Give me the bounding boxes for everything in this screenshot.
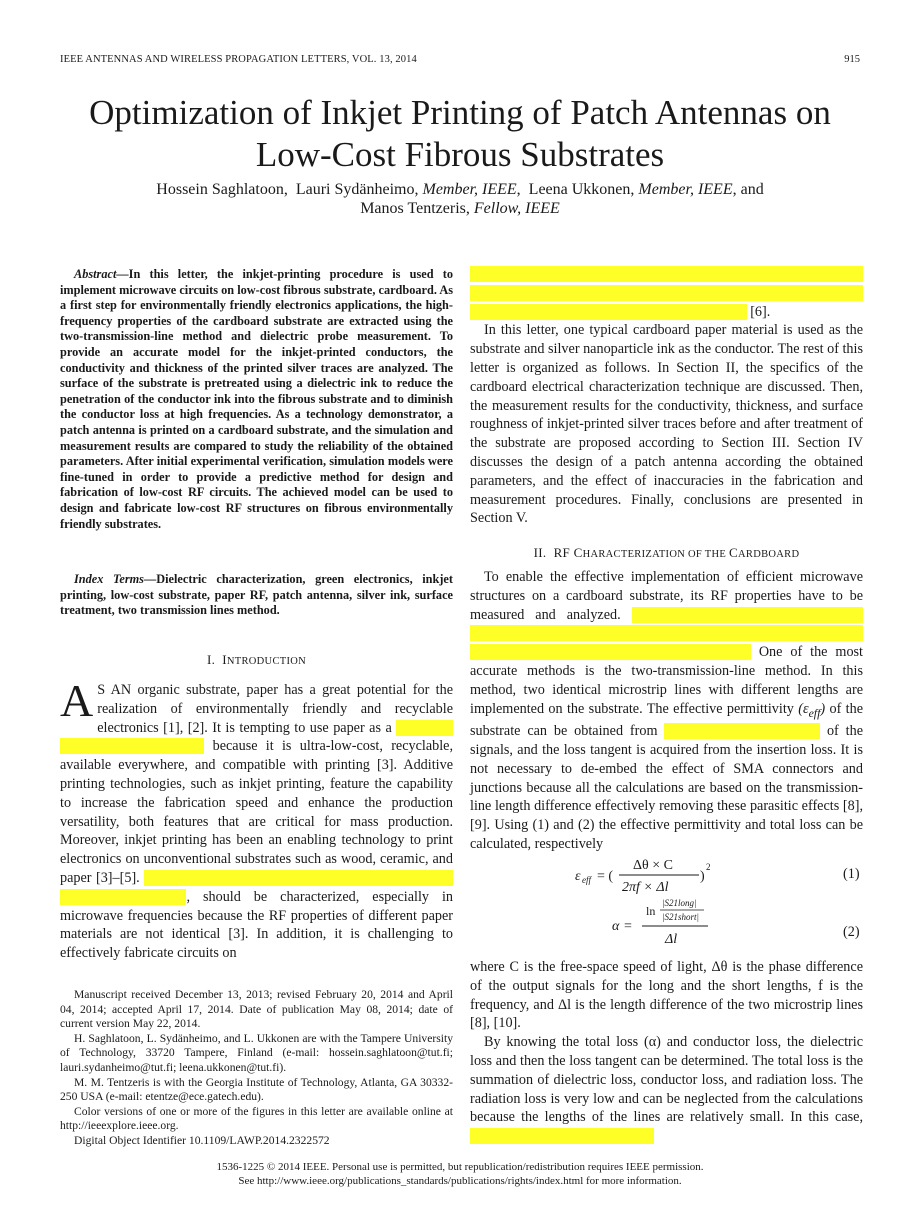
highlight-mark: [470, 266, 863, 320]
equation-1: [575, 852, 715, 896]
method-paragraph: To enable the effective implementation of efficient microwave structures on a cardboard substrate, its RF properties have to be measured and analyzed. One of the most accurate methods is the two-transmission-line method. In this method, two identical microstrip lines with different lengths are implemented on the substrate. The effective permittivity $(\varepsilon_{eff})$ of the substrate can be obtained from of the signals, and the loss tangent is acquired from the insertion loss. It is not necessary to de-embed the effect of SMA connectors and junctions because all the calculations are based on the transmission-line length difference effectively removing these parasitic effects [8], [9]. Using (1) and (2) the effective permittivity and total loss can be calculated, respectively: [470, 569, 863, 852]
outline-paragraph: In this letter, one typical cardboard paper material is used as the substrate and silver nanoparticle ink as the conductor. The rest of this letter is organized as follows. In Section II, the specifics of the cardboard electrical characterization technique are discussed. Then, the measurement results for the conductivity, thickness, and surface roughness of inkjet-printed silver traces before and after treatment of the substrate are proposed according to Section III. Section IV discusses the design of a patch antenna according the obtained parameters, and the effect of inaccuracies in the fabrication and measurement procedures. Finally, conclusions are presented in Section V.: [470, 322, 863, 527]
where-paragraph: where C is the free-space speed of light, Δθ is the phase difference of the output signals for the long and the short lengths, f is the frequency, and Δl is the length difference of the two microstrip lines [8], [10].: [470, 959, 863, 1032]
abstract-lead: Abstract—: [74, 267, 129, 281]
equation-2: [612, 895, 722, 951]
svg-text:2πf × Δl: 2πf × Δl: [622, 880, 669, 895]
footnote-affiliation-2: M. M. Tentzeris is with the Georgia Institute of Technology, Atlanta, GA 30332-250 USA (e-mail: etentze@ece.gatech.edu).: [60, 1075, 453, 1104]
epsilon-eff-symbol: $(\varepsilon_{eff})$: [798, 700, 826, 720]
author-3-role: Member, IEEE: [638, 181, 733, 198]
svg-text:2: 2: [706, 862, 711, 872]
title-line-2: Low-Cost Fibrous Substrates: [255, 135, 665, 174]
author-2-role: Member, IEEE: [422, 181, 517, 198]
svg-text:): ): [700, 869, 705, 884]
svg-text:ε: ε: [575, 869, 581, 884]
svg-text:Δl: Δl: [665, 932, 678, 947]
highlight-mark: [470, 1128, 654, 1144]
right-column-top: [470, 265, 863, 528]
continued-paragraph: [6].: [470, 265, 863, 321]
svg-text:|S21long|: |S21long|: [662, 898, 697, 908]
footnote-color: Color versions of one or more of the figures in this letter are available online at http://ieeexplore.ieee.org.: [60, 1104, 453, 1133]
author-4: Manos Tentzeris: [360, 200, 466, 217]
copyright-line-2: See http://www.ieee.org/publications_standards/publications/rights/index.html for more information.: [238, 1175, 682, 1187]
drop-cap: A: [60, 675, 94, 726]
index-terms-text: Dielectric characterization, green electronics, inkjet printing, low-cost substrate, paper RF, patch antenna, silver ink, surface treatment, two transmission lines method.: [60, 572, 453, 618]
footnote-manuscript: Manuscript received December 13, 2013; revised February 20, 2014 and April 04, 2014; accepted April 17, 2014. Date of publication May 08, 2014; date of current version May 22, 2014.: [60, 988, 453, 1031]
svg-text:Δθ × C: Δθ × C: [633, 858, 673, 873]
author-conjunction: and: [740, 181, 764, 198]
author-2: Lauri Sydänheimo,: [295, 181, 419, 198]
copyright-line-1: 1536-1225 © 2014 IEEE. Personal use is permitted, but republication/redistribution requires IEEE permission.: [216, 1161, 704, 1173]
author-list: [60, 180, 860, 218]
equation-1-number: (1): [843, 866, 860, 882]
equation-2-number: (2): [843, 924, 860, 940]
footnote-doi: Digital Object Identifier 10.1109/LAWP.2014.2322572: [74, 1133, 330, 1147]
equation-2-graphic: [612, 895, 722, 951]
footnotes: [60, 988, 453, 1149]
index-terms: [60, 572, 453, 619]
abstract: [60, 267, 453, 532]
footnote-affiliation-1: H. Saghlatoon, L. Sydänheimo, and L. Ukkonen are with the Tampere University of Technology, 33720 Tampere, Finland (e-mail: hossein.saghlatoon@tut.fi; lauri.sydanheimo@tut.fi; leena.ukkonen@tut.fi).: [60, 1031, 453, 1074]
section-2-body: [470, 568, 863, 854]
equation-1-graphic: [575, 852, 715, 896]
author-1: Hossein Saghlatoon,: [156, 181, 288, 198]
section-heading-rf-characterization: II. RF CHARACTERIZATION OF THE CARDBOARD: [533, 545, 800, 560]
highlight-mark: [664, 723, 820, 739]
introduction-body: [60, 675, 454, 963]
abstract-text: In this letter, the inkjet-printing procedure is used to implement microwave circuits on low-cost fibrous substrate, cardboard. As a first step for environmentally friendly electronics applications, the high-frequency properties of the cardboard substrate are extracted using the two-transmission-line method and dielectric probe measurement. To provide an accurate model for the inkjet-printed conductors, the conductivity and thickness of the printed silver traces are analyzed. The surface of the substrate is pretreated using a dielectric ink to reduce the penetration of the conductor ink into the fibrous substrate and to diminish the conductor loss at high frequencies. As a technology demonstrator, a patch antenna is printed on a cardboard substrate, and the simulation and measurement results are compared to study the reliability of the obtained parameters. After initial experimental verification, simulation models were fine-tuned in order to provide a predictive method for design and fabrication of low-cost RF circuits. The achieved model can be used to design and fabricate low-cost RF structures on fibrous environmentally friendly substrates.: [60, 267, 453, 531]
paper-title: [40, 92, 880, 176]
svg-text:=: =: [624, 919, 632, 934]
section-heading-introduction: I. INTRODUCTION: [206, 652, 307, 667]
introduction-paragraph: A S AN organic substrate, paper has a great potential for the realization of environmentally friendly and recyclable electronics [1], [2]. It is tempting to use paper as a because it is ultra-low-cost, recyclable, available everywhere, and compatible with printing [3]. Additive printing technologies, such as inkjet printing, feature the capability to increase the fabrication speed and enhance the production versatility, both features that are critical for mass production. Moreover, inkjet printing has been an enabling technology to print electronics on unconventional substrates such as wood, ceramic, and paper [3]–[5]. , should be characterized, especially in microwave frequencies because the RF properties of different paper materials are not identical [3]. In addition, it is challenging to effectively fabricate circuits on: [60, 675, 454, 962]
svg-text:|S21short|: |S21short|: [662, 912, 699, 922]
running-head: IEEE ANTENNAS AND WIRELESS PROPAGATION LETTERS, VOL. 13, 2014: [60, 54, 417, 65]
loss-paragraph: By knowing the total loss (α) and conductor loss, the dielectric loss and then the loss tangent can be determined. The total loss is the summation of dielectric loss, conductor loss, and radiation loss. The radiation loss is very low and can be neglected from the calculations because the lengths of the lines are relatively small. In this case,: [470, 1033, 863, 1146]
svg-text:ln: ln: [646, 904, 656, 918]
svg-text:eff: eff: [582, 875, 591, 885]
author-line-2: Manos Tentzeris, Fellow, IEEE: [360, 200, 560, 217]
title-line-1: Optimization of Inkjet Printing of Patch Antennas on: [89, 93, 831, 132]
author-4-role: Fellow, IEEE: [473, 200, 560, 217]
author-line-1: Hossein Saghlatoon, Lauri Sydänheimo, Member, IEEE, Leena Ukkonen, Member, IEEE, and: [156, 181, 764, 198]
svg-text:= (: = (: [597, 869, 614, 884]
copyright-notice: [60, 1160, 860, 1188]
author-3: Leena Ukkonen: [528, 181, 631, 198]
page-number: 915: [844, 54, 860, 65]
svg-text:α: α: [612, 919, 620, 934]
index-terms-lead: Index Terms—: [74, 572, 157, 586]
right-column-bottom: [470, 958, 863, 1146]
